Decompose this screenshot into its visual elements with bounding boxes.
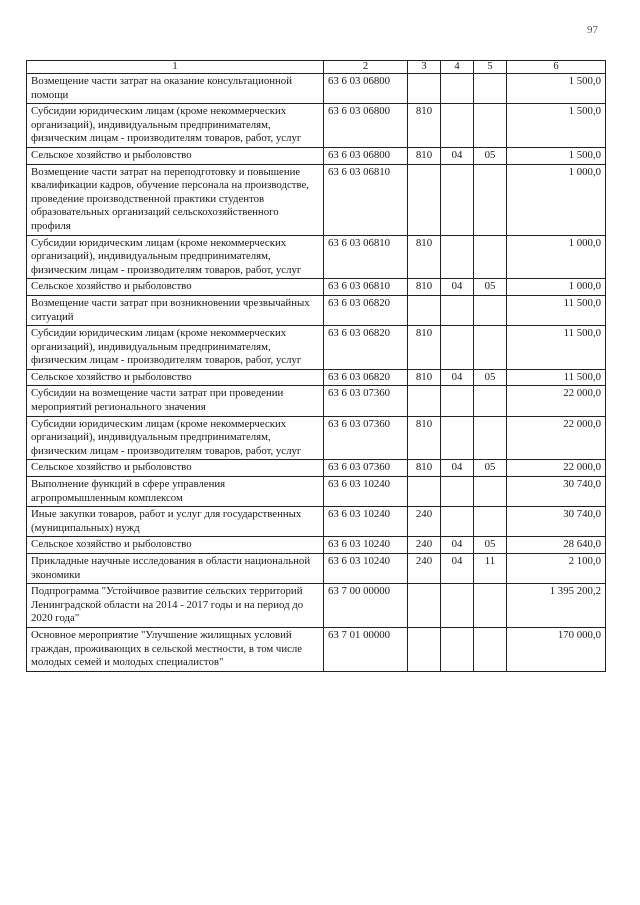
- table-row: [27, 386, 606, 416]
- row-section-cell: 04: [441, 147, 474, 164]
- row-subsection-cell: [474, 477, 507, 507]
- row-sum-cell: 2 100,0: [507, 554, 606, 584]
- row-section-cell: [441, 477, 474, 507]
- row-subsection-cell: [474, 295, 507, 325]
- table-row: [27, 416, 606, 460]
- row-section-cell: [441, 104, 474, 148]
- table-row: [27, 627, 606, 671]
- row-name-cell: Прикладные научные исследования в области национальной экономики: [27, 554, 324, 584]
- row-name-cell: Субсидии юридическим лицам (кроме некоммерческих организаций), индивидуальным предпринимателям, физическим лицам - производителям товаров, работ, услуг: [27, 326, 324, 370]
- row-code-cell: 63 6 03 06820: [324, 295, 408, 325]
- row-sum-cell: 30 740,0: [507, 477, 606, 507]
- row-section-cell: [441, 326, 474, 370]
- row-subsection-cell: 11: [474, 554, 507, 584]
- row-code-cell: 63 6 03 06810: [324, 164, 408, 235]
- row-subsection-cell: [474, 584, 507, 628]
- row-sum-cell: 28 640,0: [507, 537, 606, 554]
- row-section-cell: 04: [441, 554, 474, 584]
- page-number: 97: [587, 24, 598, 36]
- row-code-cell: 63 7 01 00000: [324, 627, 408, 671]
- table-row: [27, 507, 606, 537]
- row-subsection-cell: [474, 386, 507, 416]
- row-section-cell: 04: [441, 537, 474, 554]
- row-subsection-cell: 05: [474, 147, 507, 164]
- row-name-cell: Подпрограмма "Устойчивое развитие сельских территорий Ленинградской области на 2014 - 2017 годы и на период до 2020 года": [27, 584, 324, 628]
- row-subsection-cell: [474, 104, 507, 148]
- row-sum-cell: 22 000,0: [507, 460, 606, 477]
- table-row: [27, 537, 606, 554]
- row-section-cell: [441, 584, 474, 628]
- row-subsection-cell: [474, 235, 507, 279]
- row-expense-type-cell: 810: [408, 147, 441, 164]
- row-name-cell: Иные закупки товаров, работ и услуг для государственных (муниципальных) нужд: [27, 507, 324, 537]
- row-subsection-cell: [474, 627, 507, 671]
- row-sum-cell: 1 395 200,2: [507, 584, 606, 628]
- table-row: [27, 326, 606, 370]
- row-name-cell: Субсидии на возмещение части затрат при проведении мероприятий регионального значения: [27, 386, 324, 416]
- row-expense-type-cell: 810: [408, 369, 441, 386]
- row-name-cell: Возмещение части затрат на переподготовку и повышение квалификации кадров, обучение персонала на производстве, проведение производственной практики студентов образовательных организаций сельскохозяйственного профиля: [27, 164, 324, 235]
- row-section-cell: [441, 507, 474, 537]
- row-sum-cell: 30 740,0: [507, 507, 606, 537]
- row-name-cell: Субсидии юридическим лицам (кроме некоммерческих организаций), индивидуальным предпринимателям, физическим лицам - производителям товаров, работ, услуг: [27, 104, 324, 148]
- row-subsection-cell: [474, 164, 507, 235]
- row-expense-type-cell: [408, 627, 441, 671]
- row-expense-type-cell: 240: [408, 537, 441, 554]
- row-subsection-cell: 05: [474, 460, 507, 477]
- row-sum-cell: 1 000,0: [507, 164, 606, 235]
- row-section-cell: [441, 164, 474, 235]
- row-code-cell: 63 6 03 07360: [324, 416, 408, 460]
- table-body: [27, 74, 606, 672]
- row-expense-type-cell: [408, 386, 441, 416]
- row-name-cell: Основное мероприятие "Улучшение жилищных условий граждан, проживающих в сельской местности, в том числе молодых семей и молодых специалистов": [27, 627, 324, 671]
- row-sum-cell: 1 500,0: [507, 104, 606, 148]
- row-code-cell: 63 6 03 10240: [324, 507, 408, 537]
- row-expense-type-cell: [408, 74, 441, 104]
- row-section-cell: 04: [441, 460, 474, 477]
- row-name-cell: Сельское хозяйство и рыболовство: [27, 279, 324, 296]
- header-col-5: 5: [474, 61, 507, 74]
- row-name-cell: Субсидии юридическим лицам (кроме некоммерческих организаций), индивидуальным предпринимателям, физическим лицам - производителям товаров, работ, услуг: [27, 235, 324, 279]
- row-name-cell: Возмещение части затрат на оказание консультационной помощи: [27, 74, 324, 104]
- row-sum-cell: 11 500,0: [507, 295, 606, 325]
- row-expense-type-cell: 810: [408, 416, 441, 460]
- row-subsection-cell: [474, 507, 507, 537]
- row-expense-type-cell: 810: [408, 104, 441, 148]
- row-code-cell: 63 6 03 06820: [324, 326, 408, 370]
- row-code-cell: 63 6 03 07360: [324, 386, 408, 416]
- header-col-1: 1: [27, 61, 324, 74]
- row-name-cell: Сельское хозяйство и рыболовство: [27, 147, 324, 164]
- row-name-cell: Выполнение функций в сфере управления агропромышленным комплексом: [27, 477, 324, 507]
- row-section-cell: 04: [441, 369, 474, 386]
- row-subsection-cell: 05: [474, 537, 507, 554]
- row-code-cell: 63 6 03 06800: [324, 74, 408, 104]
- header-col-4: 4: [441, 61, 474, 74]
- row-expense-type-cell: 810: [408, 326, 441, 370]
- table-row: [27, 164, 606, 235]
- row-expense-type-cell: [408, 164, 441, 235]
- row-sum-cell: 22 000,0: [507, 386, 606, 416]
- row-sum-cell: 1 000,0: [507, 235, 606, 279]
- row-expense-type-cell: [408, 584, 441, 628]
- row-subsection-cell: [474, 326, 507, 370]
- row-section-cell: [441, 295, 474, 325]
- header-col-3: 3: [408, 61, 441, 74]
- row-code-cell: 63 6 03 06810: [324, 279, 408, 296]
- row-code-cell: 63 6 03 06820: [324, 369, 408, 386]
- row-expense-type-cell: 810: [408, 460, 441, 477]
- table-row: [27, 460, 606, 477]
- row-expense-type-cell: 810: [408, 279, 441, 296]
- row-subsection-cell: [474, 416, 507, 460]
- row-sum-cell: 1 500,0: [507, 147, 606, 164]
- row-code-cell: 63 6 03 06810: [324, 235, 408, 279]
- table-row: [27, 235, 606, 279]
- row-code-cell: 63 7 00 00000: [324, 584, 408, 628]
- row-code-cell: 63 6 03 10240: [324, 477, 408, 507]
- row-expense-type-cell: [408, 295, 441, 325]
- row-code-cell: 63 6 03 06800: [324, 104, 408, 148]
- header-col-6: 6: [507, 61, 606, 74]
- row-expense-type-cell: 240: [408, 507, 441, 537]
- table-row: [27, 295, 606, 325]
- row-section-cell: [441, 235, 474, 279]
- row-subsection-cell: 05: [474, 369, 507, 386]
- row-code-cell: 63 6 03 07360: [324, 460, 408, 477]
- row-sum-cell: 1 000,0: [507, 279, 606, 296]
- row-sum-cell: 11 500,0: [507, 326, 606, 370]
- row-section-cell: [441, 416, 474, 460]
- budget-table: [26, 60, 606, 672]
- table-row: [27, 477, 606, 507]
- row-sum-cell: 11 500,0: [507, 369, 606, 386]
- row-sum-cell: 170 000,0: [507, 627, 606, 671]
- row-name-cell: Сельское хозяйство и рыболовство: [27, 369, 324, 386]
- table-row: [27, 554, 606, 584]
- row-section-cell: [441, 627, 474, 671]
- row-subsection-cell: [474, 74, 507, 104]
- row-expense-type-cell: 240: [408, 554, 441, 584]
- table-row: [27, 104, 606, 148]
- row-section-cell: [441, 74, 474, 104]
- header-col-2: 2: [324, 61, 408, 74]
- row-code-cell: 63 6 03 06800: [324, 147, 408, 164]
- row-name-cell: Возмещение части затрат при возникновении чрезвычайных ситуаций: [27, 295, 324, 325]
- row-section-cell: 04: [441, 279, 474, 296]
- row-code-cell: 63 6 03 10240: [324, 537, 408, 554]
- table-row: [27, 147, 606, 164]
- row-expense-type-cell: 810: [408, 235, 441, 279]
- row-name-cell: Сельское хозяйство и рыболовство: [27, 537, 324, 554]
- row-code-cell: 63 6 03 10240: [324, 554, 408, 584]
- table-row: [27, 279, 606, 296]
- table-row: [27, 369, 606, 386]
- header-row: [27, 61, 606, 74]
- row-name-cell: Субсидии юридическим лицам (кроме некоммерческих организаций), индивидуальным предпринимателям, физическим лицам - производителям товаров, работ, услуг: [27, 416, 324, 460]
- table-row: [27, 584, 606, 628]
- row-subsection-cell: 05: [474, 279, 507, 296]
- row-expense-type-cell: [408, 477, 441, 507]
- row-sum-cell: 1 500,0: [507, 74, 606, 104]
- table-row: [27, 74, 606, 104]
- row-section-cell: [441, 386, 474, 416]
- row-name-cell: Сельское хозяйство и рыболовство: [27, 460, 324, 477]
- row-sum-cell: 22 000,0: [507, 416, 606, 460]
